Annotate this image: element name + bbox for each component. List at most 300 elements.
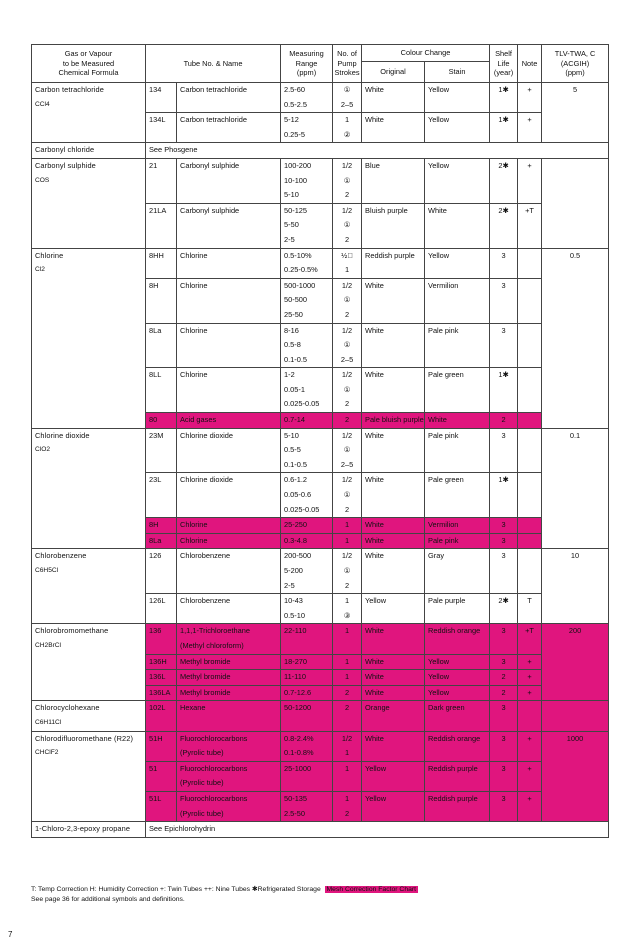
- shelf-life-value: 2✱: [498, 596, 509, 606]
- tube-name: [177, 791, 281, 821]
- see-reference-text: See Phosgene: [149, 145, 198, 155]
- tube-number: [146, 428, 177, 473]
- tube-name: [177, 533, 281, 549]
- tube-number: [146, 413, 177, 429]
- pump-strokes: [333, 368, 362, 413]
- measuring-range: [281, 654, 333, 670]
- tube-name: [177, 323, 281, 368]
- shelf-life-line: [490, 807, 517, 822]
- shelf-life-value: 3: [501, 250, 506, 260]
- note-line: [518, 443, 541, 458]
- pump-strokes-line: ②: [343, 129, 351, 139]
- stain-colour-value: Yellow: [428, 687, 450, 697]
- measuring-range-line: 5-50: [284, 220, 299, 230]
- tube-name-line: Carbon tetrachloride: [180, 115, 247, 125]
- measuring-range-line: 0.05-0.6: [284, 490, 312, 500]
- tube-number: [146, 624, 177, 654]
- tube-number-line: [149, 639, 176, 654]
- measuring-range: [281, 731, 333, 761]
- pump-strokes: [333, 685, 362, 701]
- tube-name: [177, 518, 281, 534]
- tlv-value: [542, 428, 609, 549]
- pump-strokes: [333, 761, 362, 791]
- tube-name-line: Carbon tetrachloride: [180, 85, 247, 94]
- tube-number-line: [149, 308, 176, 323]
- shelf-life: [490, 203, 518, 248]
- tube-number-value: 51H: [149, 733, 163, 743]
- shelf-life-value: 3: [501, 520, 506, 530]
- measuring-range-line: 50-125: [284, 205, 308, 215]
- shelf-life-line: [490, 233, 517, 248]
- stain-colour: [425, 791, 490, 821]
- tube-number-value: 134L: [149, 115, 166, 125]
- measuring-range-line: [284, 639, 332, 654]
- tube-number-value: 21: [149, 160, 158, 170]
- note-line: [518, 458, 541, 473]
- stain-colour-value: Pale pink: [428, 535, 459, 545]
- tube-name-line: Chlorine dioxide: [180, 475, 233, 485]
- original-colour-value: White: [365, 520, 384, 530]
- note-value: [518, 534, 541, 549]
- pump-strokes-line: 2: [344, 190, 350, 200]
- measuring-range-line: 0.5-10: [284, 610, 305, 620]
- pump-strokes: [333, 549, 362, 594]
- pump-strokes-line: ①: [343, 175, 351, 185]
- header-stain: Stain: [425, 62, 490, 83]
- shelf-life-line: [490, 308, 517, 323]
- header-note: Note: [518, 45, 542, 83]
- tube-name: [177, 413, 281, 429]
- measuring-range-line: 0.5-2.5: [284, 99, 308, 109]
- gas-cell: [32, 701, 146, 731]
- pump-strokes: [333, 533, 362, 549]
- tube-name-line: [180, 609, 280, 624]
- stain-colour-line: [428, 639, 489, 654]
- measuring-range: [281, 533, 333, 549]
- tube-number-value: 51: [149, 763, 158, 773]
- tube-number-value: 126: [149, 551, 162, 561]
- measuring-range-line: 1-2: [284, 370, 295, 380]
- pump-strokes-line: 2: [344, 703, 350, 713]
- pump-strokes-line: ①: [343, 295, 351, 305]
- note-line: [518, 263, 541, 278]
- tube-number: [146, 83, 177, 113]
- measuring-range-line: 0.1-0.8%: [284, 748, 314, 758]
- note-line: [518, 308, 541, 323]
- original-colour-value: Yellow: [365, 793, 387, 803]
- tube-name-line: [180, 458, 280, 473]
- see-reference: [146, 822, 609, 838]
- original-colour: [362, 323, 425, 368]
- shelf-life-value: 2: [501, 687, 506, 697]
- original-colour-line: [365, 807, 424, 822]
- tube-name-line: [180, 564, 280, 579]
- note-value: +: [527, 763, 532, 773]
- stain-colour-line: [428, 776, 489, 791]
- tlv-value: [542, 731, 609, 822]
- stain-colour-line: [428, 609, 489, 624]
- note-value: [518, 473, 541, 488]
- pump-strokes-line: 1: [344, 748, 350, 758]
- footnote-see-page: See page 36 for additional symbols and definitions.: [31, 895, 185, 903]
- tube-number-value: 136H: [149, 656, 167, 666]
- original-colour-line: [365, 233, 424, 248]
- pump-strokes-line: 1: [344, 763, 350, 773]
- measuring-range-line: 25-250: [284, 520, 308, 530]
- tube-name-line: Chlorine: [180, 370, 208, 380]
- tube-number-line: [149, 746, 176, 761]
- shelf-life: [490, 323, 518, 368]
- note-line: [518, 233, 541, 248]
- stain-colour-line: [428, 488, 489, 503]
- tube-name: [177, 761, 281, 791]
- original-colour-line: [365, 503, 424, 518]
- tube-number-value: 8La: [149, 325, 162, 335]
- original-colour-line: [365, 308, 424, 323]
- note: [518, 473, 542, 518]
- pump-strokes: [333, 158, 362, 203]
- tube-number: [146, 278, 177, 323]
- gas-formula: CH2BrCl: [35, 641, 62, 649]
- stain-colour: [425, 685, 490, 701]
- note-value: +: [527, 160, 532, 170]
- tube-name-line: [180, 488, 280, 503]
- original-colour-line: [365, 488, 424, 503]
- header-range: Measuring Range (ppm): [281, 45, 333, 83]
- original-colour-value: White: [365, 656, 384, 666]
- pump-strokes: [333, 323, 362, 368]
- measuring-range: [281, 83, 333, 113]
- original-colour: [362, 113, 425, 143]
- stain-colour: [425, 248, 490, 278]
- tube-number: [146, 731, 177, 761]
- original-colour-line: [365, 579, 424, 594]
- stain-colour-line: [428, 293, 489, 308]
- original-colour-line: [365, 293, 424, 308]
- original-colour-value: Blue: [365, 160, 380, 170]
- note: [518, 654, 542, 670]
- measuring-range: [281, 278, 333, 323]
- highlight-legend: Mesh Correction Factor Chart: [326, 886, 417, 893]
- note-line: [518, 609, 541, 624]
- shelf-life-line: [490, 579, 517, 594]
- tlv-value-text: 10: [570, 551, 580, 561]
- original-colour-line: [365, 609, 424, 624]
- note-value: +: [527, 115, 532, 125]
- see-reference: [146, 143, 609, 159]
- tube-name-line: [180, 233, 280, 248]
- stain-colour: [425, 113, 490, 143]
- gas-cell: [32, 83, 146, 143]
- stain-colour: [425, 518, 490, 534]
- pump-strokes-line: 1: [344, 520, 350, 530]
- note-value: +: [527, 656, 532, 666]
- tube-number-line: [149, 458, 176, 473]
- gas-cell: [32, 624, 146, 701]
- pump-strokes-line: 1: [344, 115, 350, 125]
- shelf-life-line: [490, 338, 517, 353]
- shelf-life-value: 1✱: [498, 115, 509, 125]
- shelf-life: [490, 158, 518, 203]
- measuring-range-line: 0.7-14: [284, 415, 305, 425]
- shelf-life-line: [490, 609, 517, 624]
- original-colour: [362, 158, 425, 203]
- shelf-life-value: 3: [501, 656, 506, 666]
- tube-number-line: [149, 609, 176, 624]
- measuring-range-line: 0.1-0.5: [284, 459, 308, 469]
- shelf-life-value: 3: [501, 793, 506, 803]
- stain-colour-line: [428, 397, 489, 412]
- tube-name-line: [180, 308, 280, 323]
- gas-cell: [32, 248, 146, 428]
- stain-colour-value: Vermilion: [428, 280, 459, 290]
- measuring-range-line: 18-270: [284, 656, 308, 666]
- measuring-range: [281, 323, 333, 368]
- original-colour-value: Yellow: [365, 763, 387, 773]
- measuring-range-line: 0.8-2.4%: [284, 733, 314, 743]
- stain-colour-line: [428, 218, 489, 233]
- shelf-life-value: 3: [501, 703, 506, 713]
- stain-colour-value: White: [428, 205, 447, 215]
- gas-formula: CCl4: [35, 100, 50, 108]
- original-colour-line: [365, 564, 424, 579]
- original-colour-value: White: [365, 551, 384, 561]
- pump-strokes-line: 1/2: [341, 475, 353, 485]
- measuring-range: [281, 413, 333, 429]
- note-value: [518, 518, 541, 533]
- stain-colour-line: [428, 263, 489, 278]
- header-original: Original: [362, 62, 425, 83]
- shelf-life-line: [490, 128, 517, 143]
- tube-number-line: [149, 397, 176, 412]
- pump-strokes-line: ①: [343, 566, 351, 575]
- page-number: 7: [8, 930, 13, 939]
- original-colour: [362, 533, 425, 549]
- tube-name: [177, 731, 281, 761]
- tube-name-line: 1,1,1-Trichloroethane: [180, 626, 250, 636]
- pump-strokes-line: 2: [344, 808, 350, 818]
- stain-colour-line: [428, 458, 489, 473]
- shelf-life: [490, 533, 518, 549]
- table-body: [32, 83, 609, 838]
- original-colour-value: White: [365, 85, 384, 94]
- tlv-value: [542, 624, 609, 701]
- measuring-range-line: 22-110: [284, 626, 307, 636]
- tlv-value-text: 0.5: [569, 250, 581, 260]
- pump-strokes-line: 1: [344, 656, 350, 666]
- tube-number-line: [149, 776, 176, 791]
- shelf-life: [490, 248, 518, 278]
- measuring-range: [281, 670, 333, 686]
- measuring-range-line: 8-16: [284, 325, 299, 335]
- measuring-range-line: 50-1200: [284, 703, 312, 713]
- gas-name: Chlorine dioxide: [35, 430, 90, 440]
- tube-number-line: [149, 174, 176, 189]
- header-tube: Tube No. & Name: [146, 45, 281, 83]
- gas-formula: C6H11Cl: [35, 718, 62, 726]
- measuring-range-line: 5-10: [284, 430, 299, 440]
- note: [518, 761, 542, 791]
- shelf-life: [490, 83, 518, 113]
- tube-name: [177, 594, 281, 624]
- shelf-life-value: 3: [501, 733, 506, 743]
- pump-strokes-line: 2–5: [340, 99, 354, 109]
- table-row: [32, 731, 609, 761]
- measuring-range-line: 2-5: [284, 234, 295, 244]
- pump-strokes: [333, 518, 362, 534]
- pump-strokes-line: 2: [344, 504, 350, 514]
- gas-name: Chlorobenzene: [35, 551, 87, 561]
- note-line: [518, 564, 541, 579]
- measuring-range: [281, 428, 333, 473]
- tube-name-line: Carbonyl sulphide: [180, 205, 240, 215]
- note-value: [518, 368, 541, 383]
- tube-name-line: [180, 443, 280, 458]
- header-strokes: No. of Pump Strokes: [333, 45, 362, 83]
- tlv-value: [542, 248, 609, 428]
- measuring-range-line: 0.05-1: [284, 384, 305, 394]
- tube-name: [177, 473, 281, 518]
- shelf-life: [490, 518, 518, 534]
- tube-number-value: 126L: [149, 596, 166, 606]
- note: [518, 731, 542, 761]
- shelf-life-value: 2✱: [498, 160, 509, 170]
- tube-name: [177, 670, 281, 686]
- measuring-range-line: 0.025-0.05: [284, 504, 320, 514]
- gas-cell: [32, 549, 146, 624]
- stain-colour-line: [428, 174, 489, 189]
- original-colour: [362, 368, 425, 413]
- stain-colour: [425, 654, 490, 670]
- measuring-range-line: 0.5-8: [284, 340, 301, 350]
- shelf-life-value: 1✱: [498, 85, 509, 94]
- shelf-life: [490, 670, 518, 686]
- tube-name-line: Methyl bromide: [180, 672, 231, 682]
- note: [518, 278, 542, 323]
- tube-number-value: 21LA: [149, 205, 167, 215]
- measuring-range: [281, 701, 333, 731]
- tube-number: [146, 654, 177, 670]
- original-colour-value: White: [365, 672, 384, 682]
- original-colour-line: [365, 383, 424, 398]
- tube-name-line: [180, 353, 280, 368]
- note-line: [518, 174, 541, 189]
- note: [518, 158, 542, 203]
- pump-strokes: [333, 413, 362, 429]
- table-row: [32, 158, 609, 203]
- note-line: [518, 807, 541, 822]
- shelf-life-line: [490, 776, 517, 791]
- gas-formula: C6H5Cl: [35, 567, 59, 574]
- shelf-life-value: 3: [501, 430, 506, 440]
- tube-name-line: Fluorochlorocarbons: [180, 763, 248, 773]
- tube-number: [146, 791, 177, 821]
- tube-name: [177, 278, 281, 323]
- gas-detector-tube-table-page: [31, 44, 608, 838]
- note: [518, 368, 542, 413]
- pump-strokes-line: ①: [343, 340, 351, 350]
- note-line: [518, 383, 541, 398]
- original-colour-value: Orange: [365, 703, 390, 713]
- tube-number: [146, 701, 177, 731]
- measuring-range-line: 2-5: [284, 580, 295, 590]
- shelf-life: [490, 761, 518, 791]
- note-value: [518, 279, 541, 294]
- measuring-range-line: 0.5-5: [284, 445, 301, 455]
- measuring-range: [281, 518, 333, 534]
- stain-colour: [425, 83, 490, 113]
- tlv-value-text: [542, 701, 608, 716]
- tube-number-line: [149, 443, 176, 458]
- measuring-range-line: 0.25-0.5%: [284, 265, 318, 275]
- measuring-range-line: 5-10: [284, 190, 299, 200]
- tlv-value-text: [542, 159, 608, 174]
- measuring-range: [281, 685, 333, 701]
- pump-strokes-line: 2: [344, 415, 350, 425]
- stain-colour-line: [428, 98, 489, 113]
- tlv-value-text: 5: [572, 85, 578, 94]
- gas-name: 1-Chloro-2,3-epoxy propane: [35, 824, 131, 834]
- note: [518, 670, 542, 686]
- tube-number-line: [149, 564, 176, 579]
- stain-colour-line: [428, 233, 489, 248]
- original-colour-value: White: [365, 370, 384, 380]
- shelf-life-value: 2: [501, 672, 506, 682]
- shelf-life: [490, 731, 518, 761]
- tube-number: [146, 158, 177, 203]
- tube-name-line: Chlorine dioxide: [180, 430, 233, 440]
- stain-colour: [425, 428, 490, 473]
- tube-name-line: (Pyrolic tube): [180, 808, 224, 818]
- tube-number: [146, 473, 177, 518]
- tube-number-value: 8La: [149, 535, 162, 545]
- shelf-life: [490, 413, 518, 429]
- original-colour-line: [365, 128, 424, 143]
- original-colour-value: White: [365, 626, 384, 636]
- stain-colour-value: White: [428, 415, 447, 425]
- original-colour-line: [365, 639, 424, 654]
- tlv-value: [542, 83, 609, 143]
- original-colour-line: [365, 443, 424, 458]
- pump-strokes: [333, 791, 362, 821]
- shelf-life-line: [490, 218, 517, 233]
- tube-number-line: [149, 353, 176, 368]
- tube-number-value: 136L: [149, 672, 166, 682]
- stain-colour: [425, 278, 490, 323]
- note-line: [518, 98, 541, 113]
- tube-name-line: Chlorobenzene: [180, 596, 231, 606]
- header-tlv: TLV-TWA, C (ACGIH) (ppm): [542, 45, 609, 83]
- tube-number-value: 8H: [149, 520, 159, 530]
- stain-colour-value: Yellow: [428, 160, 450, 170]
- tube-number: [146, 518, 177, 534]
- measuring-range-line: 0.1-0.5: [284, 354, 308, 364]
- measuring-range-line: 0.5-10%: [284, 250, 312, 260]
- tube-number: [146, 549, 177, 594]
- original-colour-value: White: [365, 733, 384, 743]
- tube-name: [177, 624, 281, 654]
- measuring-range-line: 0.025-0.05: [284, 399, 320, 409]
- stain-colour-line: [428, 564, 489, 579]
- tube-number: [146, 761, 177, 791]
- stain-colour-line: [428, 383, 489, 398]
- shelf-life-value: 3: [501, 763, 506, 773]
- shelf-life-line: [490, 564, 517, 579]
- original-colour: [362, 670, 425, 686]
- pump-strokes-line: 1/2: [341, 325, 353, 335]
- note-line: [518, 218, 541, 233]
- tube-name-line: [180, 263, 280, 278]
